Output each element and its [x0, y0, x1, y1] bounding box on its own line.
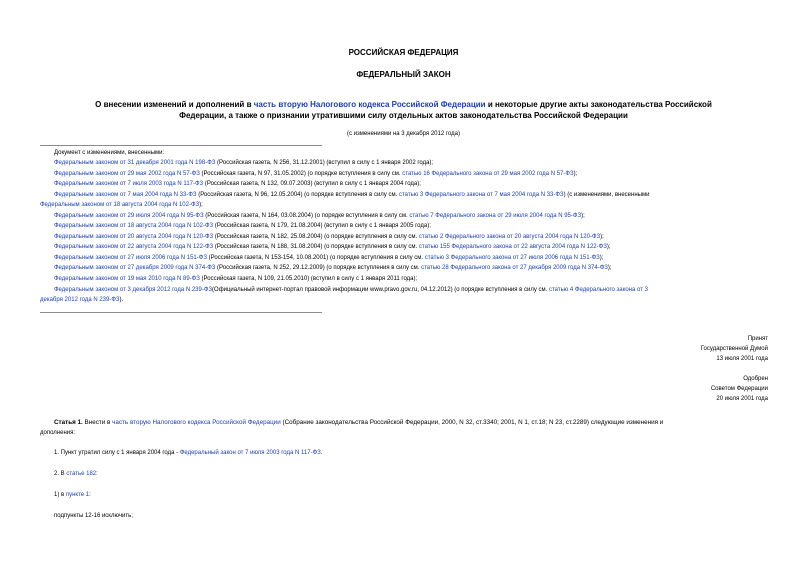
point-1: [54, 450, 322, 456]
amendment-item: [54, 263, 612, 274]
amendment-law-link[interactable]: Федеральным законом от 29 июля 2004 года N 95-ФЗ: [54, 213, 204, 219]
amendment-item: [54, 158, 433, 169]
amendment-law-link[interactable]: Федеральным законом от 18 августа 2004 года N 102-ФЗ: [54, 223, 214, 229]
amendment-text: ).: [119, 297, 124, 303]
amendment-article-link[interactable]: статью 155 Федерального закона от 22 августа 2004 года N 122-ФЗ: [418, 244, 607, 250]
amendment-item: [54, 253, 603, 264]
amendments-top-divider: [40, 145, 322, 146]
amendment-item: [54, 232, 604, 243]
amendment-article-link[interactable]: статью 3 Федерального закона от 27 июля 2006 года N 151-ФЗ: [424, 255, 600, 261]
edition-note: (с изменениями на 3 декабря 2012 года): [347, 131, 460, 137]
amendments-intro: Документ с изменениями, внесенными:: [54, 150, 165, 156]
amendment-law-link[interactable]: Федеральным законом от 31 декабря 2001 года N 198-ФЗ: [54, 160, 216, 166]
amendment-text: (Российская газета, N 164, 03.08.2004) (о порядке вступления в силу см.: [203, 213, 410, 219]
article-text: Внести в: [82, 419, 113, 426]
adopted-date: 13 июля 2001 года: [716, 356, 768, 362]
clause-1-link[interactable]: пункте 1: [65, 492, 90, 498]
point-2: [54, 471, 98, 477]
amendment-text: (Российская газета, N 256, 31.12.2001) (вступил в силу с 1 января 2002 года);: [215, 160, 434, 166]
amendment-text: );: [606, 244, 611, 250]
amendment-text: (Российская газета, N 153-154, 10.08.2001) (о порядке вступления в силу см.: [206, 255, 425, 261]
country-heading: РОССИЙСКАЯ ФЕДЕРАЦИЯ: [348, 48, 459, 57]
amendment-law-link[interactable]: Федеральным законом от 7 мая 2004 года N 33-ФЗ: [54, 192, 197, 198]
point-text: :: [96, 471, 98, 477]
amendment-item: [54, 285, 648, 296]
amendment-text: );: [600, 234, 604, 240]
document-title-line-1: [0, 100, 807, 109]
title-text: О внесении изменений и дополнений в: [95, 100, 254, 109]
amendment-law-link[interactable]: Федеральным законом от 20 августа 2004 года N 120-ФЗ: [54, 234, 214, 240]
amendment-text: ) (с изменениями, внесенными: [563, 192, 650, 198]
tax-code-part-two-link[interactable]: часть вторую Налогового кодекса Российской Федерации: [253, 100, 486, 109]
amendments-bottom-divider: [40, 312, 322, 313]
document-type-heading: ФЕДЕРАЛЬНЫЙ ЗАКОН: [356, 70, 451, 79]
article-1-paragraph-continued: дополнения:: [40, 430, 76, 436]
amendment-law-link[interactable]: Федеральным законом от 18 августа 2004 года N 102-ФЗ: [40, 202, 200, 208]
amendment-text: );: [607, 265, 612, 271]
amendment-article-link[interactable]: статью 2 Федерального закона от 20 августа 2004 года N 120-ФЗ: [418, 234, 601, 240]
subpoint-1: [54, 492, 91, 498]
amendment-item: [54, 179, 421, 190]
approved-label: Одобрен: [743, 376, 768, 382]
document-title-line-2: Федерации, а также о признании утратившими силу отдельных актов законодательства Российской Федерации: [179, 111, 628, 120]
amendment-item: [54, 242, 610, 253]
adopted-by: Государственной Думой: [700, 346, 768, 352]
amendment-item-continued: [40, 200, 203, 211]
point-text: .: [320, 450, 323, 456]
amendment-item-continued: [40, 295, 123, 306]
amendment-law-link[interactable]: Федеральным законом от 27 декабря 2009 года N 374-ФЗ: [54, 265, 216, 271]
amendment-text: (Российская газета, N 252, 29.12.2009) (о порядке вступления в силу см.: [215, 265, 422, 271]
amendment-text: );: [573, 171, 578, 177]
point-text: 1) в: [54, 492, 66, 498]
article-1-paragraph: [54, 419, 663, 426]
title-text: и некоторые другие акты законодательства Российской: [485, 100, 712, 109]
amendment-text: );: [599, 255, 604, 261]
point-text: 2. В: [54, 471, 67, 477]
amendment-article-link[interactable]: статью 28 Федерального закона от 27 декабря 2009 года N 374-ФЗ: [421, 265, 608, 271]
amendment-text: (Российская газета, N 132, 09.07.2003) (вступил в силу с 1 января 2004 года);: [203, 181, 421, 187]
amendment-item: [54, 221, 431, 232]
amendment-law-link[interactable]: Федеральным законом от 27 июля 2006 года N 151-ФЗ: [54, 255, 207, 261]
article-182-link[interactable]: статье 182: [66, 471, 97, 477]
amendment-text: (Российская газета, N 97, 31.05.2002) (о порядке вступления в силу см.: [199, 171, 403, 177]
amendment-text: );: [199, 202, 203, 208]
amendment-law-link[interactable]: Федеральным законом от 22 августа 2004 года N 122-ФЗ: [54, 244, 214, 250]
amendment-law-link[interactable]: Федеральным законом от 29 мая 2002 года N 57-ФЗ: [54, 171, 200, 177]
amendment-item: [54, 274, 417, 285]
approved-by: Советом Федерации: [710, 386, 768, 392]
amendment-text: (Российская газета, N 182, 25.08.2004) (о порядке вступления в силу см.: [213, 234, 419, 240]
amendment-article-link[interactable]: статью 16 Федерального закона от 29 мая 2002 года N 57-ФЗ: [402, 171, 574, 177]
amendment-article-link[interactable]: декабря 2012 года N 239-ФЗ: [40, 297, 120, 303]
adopted-label: Принят: [747, 336, 768, 342]
article-1-label: Статья 1.: [54, 419, 83, 426]
amendment-text: (Официальный интернет-портал правовой информации www.pravo.gov.ru, 04.12.2012) (о порядке вступления в силу см.: [212, 287, 549, 293]
tax-code-link[interactable]: часть вторую Налогового кодекса Российской Федерации: [112, 419, 281, 426]
amendment-text: );: [581, 213, 585, 219]
point-text: :: [89, 492, 91, 498]
amendment-text: (Российская газета, N 179, 21.08.2004) (вступил в силу с 1 января 2005 года);: [213, 223, 431, 229]
amendment-item: [54, 211, 585, 222]
point-text: 1. Пункт утратил силу с 1 января 2004 года -: [54, 450, 180, 456]
amendment-article-link[interactable]: статью 7 Федерального закона от 29 июля 2004 года N 95-ФЗ: [409, 213, 582, 219]
amendment-law-link[interactable]: Федеральным законом от 3 декабря 2012 года N 239-ФЗ: [54, 287, 213, 293]
amendment-article-link[interactable]: статью 3 Федерального закона от 7 мая 2004 года N 33-ФЗ: [398, 192, 564, 198]
amendment-item: [54, 169, 577, 180]
amendment-text: (Российская газета, N 109, 21.05.2010) (вступил в силу с 1 января 2011 года);: [199, 276, 418, 282]
article-text: (Собрание законодательства Российской Федерации, 2000, N 32, ст.3340; 2001, N 1, ст.18; N 23, ст.2289) следующие изменения и: [280, 419, 664, 426]
subpoints-instruction: подпункты 12-16 исключить;: [54, 513, 133, 519]
amendment-text: (Российская газета, N 188, 31.08.2004) (о порядке вступления в силу см.: [213, 244, 419, 250]
approved-date: 20 июля 2001 года: [716, 396, 768, 402]
amendment-article-link[interactable]: статью 4 Федерального закона от 3: [549, 287, 648, 293]
amendment-text: (Российская газета, N 96, 12.05.2004) (о порядке вступления в силу см.: [196, 192, 399, 198]
amendment-law-link[interactable]: Федеральным законом от 7 июля 2003 года N 117-ФЗ: [54, 181, 204, 187]
amendment-item: [54, 190, 649, 201]
amendment-law-link[interactable]: Федеральным законом от 19 мая 2010 года N 89-ФЗ: [54, 276, 200, 282]
law-117-link[interactable]: Федеральный закон от 7 июля 2003 года N 117-ФЗ: [179, 450, 321, 456]
